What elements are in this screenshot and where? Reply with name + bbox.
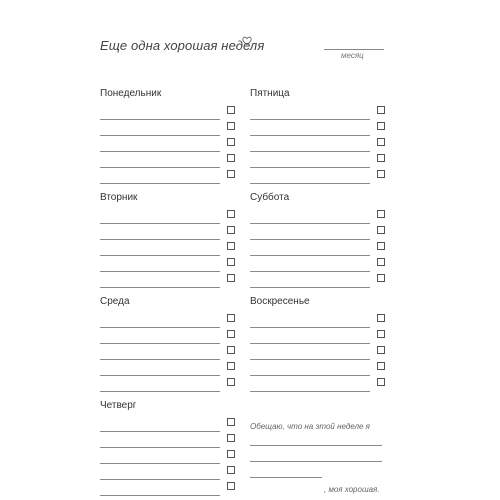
task-checkbox[interactable] [227,122,235,130]
task-list [250,313,310,393]
task-checkbox[interactable] [227,346,235,354]
task-checkbox[interactable] [227,154,235,162]
task-row[interactable] [100,105,161,121]
task-row[interactable] [100,121,161,137]
task-row[interactable] [250,257,289,273]
task-checkbox[interactable] [377,106,385,114]
task-row[interactable] [100,153,161,169]
task-row[interactable] [250,209,289,225]
task-checkbox[interactable] [227,274,235,282]
task-list [100,313,130,393]
task-list [100,417,136,497]
task-row[interactable] [100,169,161,185]
task-row[interactable] [100,417,136,433]
task-line[interactable] [250,119,370,120]
task-checkbox[interactable] [227,226,235,234]
task-checkbox[interactable] [377,258,385,266]
task-row[interactable] [100,433,136,449]
promise-outro: , моя хорошая. [324,485,380,494]
task-list [100,209,137,289]
task-checkbox[interactable] [377,122,385,130]
day-title: Суббота [250,192,290,203]
task-line[interactable] [100,239,220,240]
task-row[interactable] [250,225,289,241]
task-checkbox[interactable] [377,274,385,282]
month-label: месяц [341,51,364,60]
task-row[interactable] [100,481,136,497]
task-line[interactable] [100,223,220,224]
promise-line[interactable] [250,461,382,462]
task-row[interactable] [100,257,137,273]
task-checkbox[interactable] [227,418,235,426]
task-row[interactable] [100,209,137,225]
task-line[interactable] [250,327,370,328]
task-line[interactable] [100,271,220,272]
task-checkbox[interactable] [227,258,235,266]
task-line[interactable] [250,167,370,168]
task-line[interactable] [250,375,370,376]
day-saturday [250,192,289,289]
task-row[interactable] [250,241,289,257]
task-checkbox[interactable] [377,138,385,146]
task-list [250,209,289,289]
task-checkbox[interactable] [227,210,235,218]
day-monday [100,88,161,185]
task-line[interactable] [100,327,220,328]
task-line[interactable] [250,359,370,360]
task-row[interactable] [250,169,290,185]
task-line[interactable] [100,287,220,288]
task-checkbox[interactable] [377,346,385,354]
task-line[interactable] [100,183,220,184]
task-line[interactable] [100,359,220,360]
task-checkbox[interactable] [377,330,385,338]
task-row[interactable] [100,313,130,329]
task-checkbox[interactable] [227,466,235,474]
heart-outline-icon [242,36,252,46]
task-checkbox[interactable] [227,106,235,114]
task-checkbox[interactable] [377,210,385,218]
task-line[interactable] [100,479,220,480]
task-checkbox[interactable] [227,378,235,386]
task-checkbox[interactable] [377,226,385,234]
promise-line[interactable] [250,445,382,446]
task-checkbox[interactable] [227,242,235,250]
day-title: Понедельник [100,88,162,99]
task-list [100,105,161,185]
task-row[interactable] [250,361,310,377]
task-row[interactable] [100,377,130,393]
task-checkbox[interactable] [377,378,385,386]
promise-line[interactable] [250,477,322,478]
task-row[interactable] [250,273,289,289]
task-line[interactable] [100,375,220,376]
day-friday [250,88,290,185]
task-row[interactable] [100,241,137,257]
task-line[interactable] [250,151,370,152]
task-row[interactable] [250,313,310,329]
task-checkbox[interactable] [377,242,385,250]
task-checkbox[interactable] [227,170,235,178]
task-row[interactable] [250,137,290,153]
task-checkbox[interactable] [227,314,235,322]
task-checkbox[interactable] [227,450,235,458]
day-thursday [100,400,136,497]
task-line[interactable] [250,343,370,344]
task-line[interactable] [250,135,370,136]
task-row[interactable] [250,377,310,393]
task-row[interactable] [100,273,137,289]
promise-intro: Обещаю, что на этой неделе я [250,422,370,431]
task-row[interactable] [100,449,136,465]
task-list [250,105,290,185]
task-line[interactable] [100,447,220,448]
task-checkbox[interactable] [227,434,235,442]
task-line[interactable] [100,391,220,392]
task-checkbox[interactable] [227,330,235,338]
task-checkbox[interactable] [377,362,385,370]
task-checkbox[interactable] [377,170,385,178]
task-row[interactable] [250,329,310,345]
task-row[interactable] [100,225,137,241]
task-row[interactable] [250,153,290,169]
task-row[interactable] [100,465,136,481]
task-line[interactable] [250,271,370,272]
page-title: Еще одна хорошая неделя [100,38,265,53]
task-line[interactable] [250,223,370,224]
task-checkbox[interactable] [377,314,385,322]
task-line[interactable] [250,239,370,240]
task-checkbox[interactable] [227,138,235,146]
day-title: Четверг [100,400,137,411]
task-checkbox[interactable] [227,362,235,370]
task-line[interactable] [250,255,370,256]
day-title: Пятница [250,88,290,99]
day-title: Воскресенье [250,296,310,307]
task-line[interactable] [100,431,220,432]
task-line[interactable] [100,151,220,152]
task-row[interactable] [100,345,130,361]
day-title: Среда [100,296,130,307]
task-line[interactable] [100,135,220,136]
task-row[interactable] [250,105,290,121]
task-line[interactable] [100,495,220,496]
task-line[interactable] [100,167,220,168]
task-line[interactable] [250,287,370,288]
day-tuesday [100,192,137,289]
task-checkbox[interactable] [377,154,385,162]
task-line[interactable] [250,391,370,392]
task-line[interactable] [250,183,370,184]
task-row[interactable] [250,121,290,137]
task-line[interactable] [100,463,220,464]
task-checkbox[interactable] [227,482,235,490]
month-underline [324,49,384,50]
day-title: Вторник [100,192,138,203]
day-sunday [250,296,310,393]
task-row[interactable] [250,345,310,361]
day-wednesday [100,296,130,393]
task-row[interactable] [100,361,130,377]
task-row[interactable] [100,137,161,153]
task-line[interactable] [100,255,220,256]
task-line[interactable] [100,119,220,120]
task-line[interactable] [100,343,220,344]
task-row[interactable] [100,329,130,345]
